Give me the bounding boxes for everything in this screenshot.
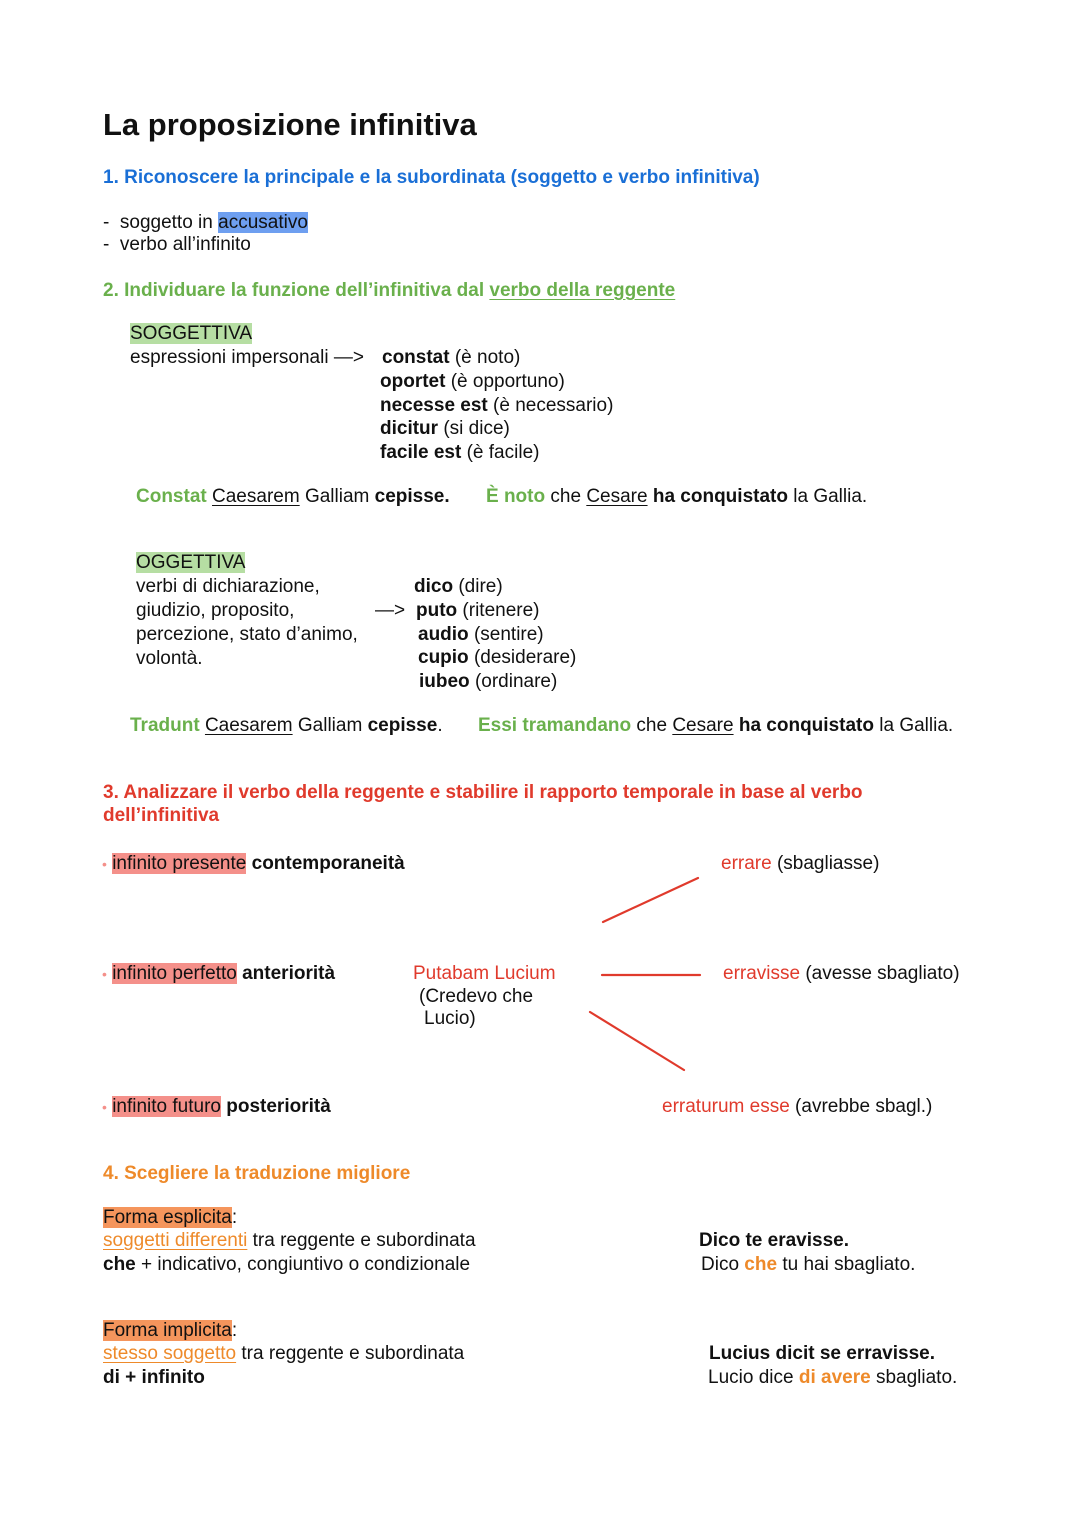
latin-form: erraturum esse <box>662 1096 790 1117</box>
dash: - <box>103 234 110 255</box>
soggettiva-intro: espressioni impersonali —> <box>130 347 364 368</box>
ex-word: Cesare <box>672 715 734 736</box>
esplicita-example-italian <box>701 1253 915 1277</box>
oggettiva-intro-line: volontà. <box>136 648 203 669</box>
verb-translation: (è facile) <box>461 442 540 463</box>
dash: - <box>103 212 110 233</box>
verb-translation: (è necessario) <box>487 395 614 416</box>
latin-verb: audio <box>418 624 469 645</box>
center-italian-line1: (Credevo che <box>419 986 534 1007</box>
ex-word: ha conquistato <box>733 715 874 736</box>
line-text: + indicativo, congiuntivo o condizionale <box>135 1254 471 1275</box>
ex-word: ha conquistato <box>647 486 788 507</box>
esplicita-line1 <box>103 1229 476 1253</box>
ex-word: Dico <box>701 1254 745 1275</box>
oggettiva-intro-line: verbi di dichiarazione, <box>136 576 320 597</box>
latin-verb: puto <box>416 600 458 621</box>
item-text: verbo all’infinito <box>119 234 251 255</box>
ex-word: che <box>744 1254 778 1275</box>
ex-word: la Gallia. <box>873 715 954 736</box>
center-latin: Putabam Lucium <box>413 963 556 984</box>
verb-translation: (ritenere) <box>457 600 540 621</box>
verb-translation: (è noto) <box>449 347 521 368</box>
latin-verb: dico <box>414 576 454 597</box>
ex-word: la Gallia. <box>787 486 868 507</box>
ex-word: Cesare <box>586 486 648 507</box>
underlined-term: soggetti differenti <box>103 1230 248 1251</box>
ex-word: cepisse. <box>374 486 450 507</box>
tense-relation: posteriorità <box>220 1096 331 1117</box>
center-italian-line2: Lucio) <box>424 1008 476 1029</box>
esplicita-label <box>103 1206 237 1230</box>
oggettiva-intro-line: giudizio, proposito, <box>136 600 295 621</box>
verb-translation: (sentire) <box>468 624 544 645</box>
heading-text: 2. Individuare la funzione dell’infinitiva dal <box>103 280 490 301</box>
latin-verb: constat <box>382 347 450 368</box>
underlined-term: stesso soggetto <box>103 1343 237 1364</box>
implicita-line1 <box>103 1342 464 1366</box>
latin-form: errare <box>721 853 772 874</box>
ex-word: che <box>631 715 673 736</box>
ex-word: Tradunt <box>130 715 200 736</box>
latin-form: erravisse <box>723 963 801 984</box>
tense-highlight: infinito perfetto <box>112 963 237 984</box>
tense-relation: contemporaneità <box>246 853 405 874</box>
step3-heading-line1: 3. Analizzare il verbo della reggente e stabilire il rapporto temporale in base al verbo <box>103 782 863 803</box>
latin-verb: cupio <box>418 647 469 668</box>
connector-line-present <box>603 878 698 922</box>
ex-word: Caesarem <box>204 715 293 736</box>
bullet-icon: • <box>102 856 107 872</box>
verb-translation: (desiderare) <box>468 647 577 668</box>
step3-heading-line2: dell’infinitiva <box>103 805 220 826</box>
tense-highlight: infinito futuro <box>112 1096 221 1117</box>
ex-word: sbagliato. <box>870 1367 958 1388</box>
colon: : <box>231 1207 238 1228</box>
ex-word: Constat <box>136 486 207 507</box>
oggettiva-highlight: OGGETTIVA <box>136 552 246 573</box>
verb-translation: (ordinare) <box>469 671 558 692</box>
colon: : <box>231 1320 238 1341</box>
step1-heading: 1. Riconoscere la principale e la subordinata (soggetto e verbo infinitiva) <box>103 167 760 188</box>
form-translation: (avrebbe sbagl.) <box>789 1096 933 1117</box>
line-text: tra reggente e subordinata <box>247 1230 476 1251</box>
implicita-example-italian <box>708 1366 957 1390</box>
ex-word: tu hai sbagliato. <box>777 1254 916 1275</box>
heading-underlined: verbo della reggente <box>489 280 676 301</box>
highlight-accusativo: accusativo <box>218 212 308 233</box>
latin-verb: dicitur <box>380 418 439 439</box>
ex-word: che <box>545 486 587 507</box>
ex-word: Essi tramandano <box>478 715 632 736</box>
ex-word: . <box>437 715 443 736</box>
ex-word: Lucio dice <box>708 1367 799 1388</box>
page-title: La proposizione infinitiva <box>103 107 477 142</box>
implicita-line2: di + infinito <box>103 1367 205 1388</box>
verb-translation: (è opportuno) <box>445 371 565 392</box>
ex-word: Galliam <box>292 715 368 736</box>
latin-verb: necesse est <box>380 395 488 416</box>
implicita-highlight: Forma implicita <box>103 1320 232 1341</box>
form-translation: (avesse sbagliato) <box>800 963 960 984</box>
ex-word: Galliam <box>299 486 375 507</box>
bullet-icon: • <box>102 1099 107 1115</box>
tense-relation: anteriorità <box>236 963 336 984</box>
implicita-example-latin: Lucius dicit se erravisse. <box>709 1343 936 1364</box>
step4-heading: 4. Scegliere la traduzione migliore <box>103 1163 411 1184</box>
esplicita-example-latin: Dico te eravisse. <box>699 1230 849 1251</box>
ex-word: di avere <box>798 1367 871 1388</box>
oggettiva-arrow: —> <box>375 600 406 621</box>
latin-verb: facile est <box>380 442 462 463</box>
connector-line-future <box>590 1012 684 1070</box>
ex-word: È noto <box>486 486 546 507</box>
bold-term: che <box>103 1254 136 1275</box>
form-translation: (sbagliasse) <box>771 853 880 874</box>
ex-word: cepisse <box>367 715 438 736</box>
tense-highlight: infinito presente <box>112 853 247 874</box>
soggettiva-highlight: SOGGETTIVA <box>130 323 253 344</box>
latin-verb: oportet <box>380 371 446 392</box>
oggettiva-intro-line: percezione, stato d’animo, <box>136 624 358 645</box>
ex-word: Caesarem <box>212 486 300 507</box>
verb-translation: (si dice) <box>438 418 510 439</box>
item-text: soggetto in <box>119 212 219 233</box>
esplicita-highlight: Forma esplicita <box>103 1207 232 1228</box>
latin-verb: iubeo <box>419 671 470 692</box>
line-text: tra reggente e subordinata <box>236 1343 465 1364</box>
bullet-icon: • <box>102 966 107 982</box>
implicita-label <box>103 1319 237 1343</box>
esplicita-line2 <box>103 1253 470 1277</box>
verb-translation: (dire) <box>453 576 503 597</box>
